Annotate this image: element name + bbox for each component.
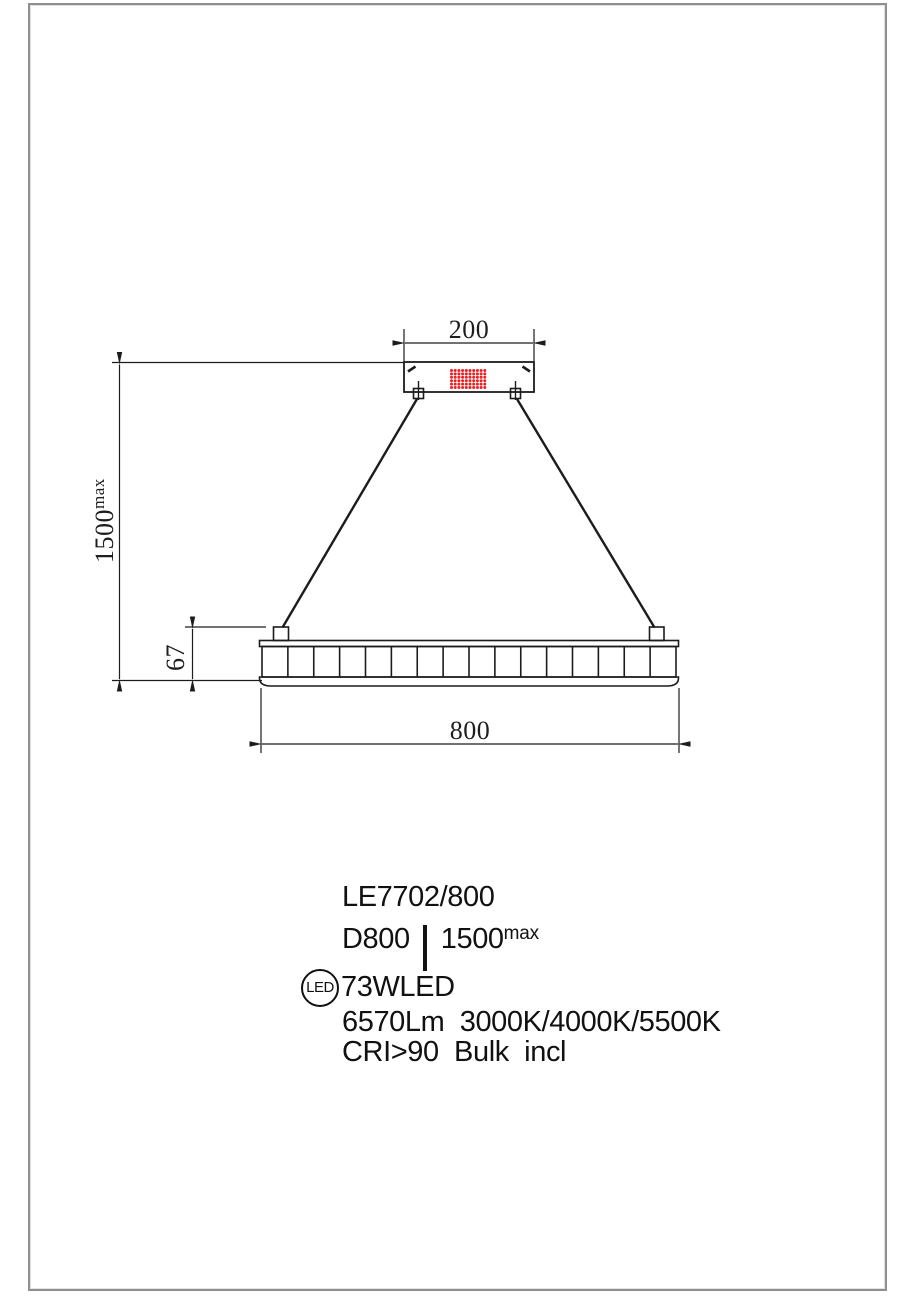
dim1500-sup: max [89,478,108,509]
size-summary [342,924,539,971]
drop-value [441,924,539,956]
dim200-label: 200 [448,315,490,344]
model-number: LE7702/800 [342,881,495,913]
dim67-label: 67 [161,644,190,671]
cri-bulb: CRI>90 Bulk incl [342,1036,567,1068]
wattage-value: 73WLED [341,971,455,1004]
led-badge-text: LED [306,978,334,996]
drop-sup: max [503,923,539,944]
drop-number: 1500 [440,923,504,955]
separator-bar [423,925,427,971]
wattage-row [301,969,455,1007]
diameter-value: D800 [342,923,410,955]
led-badge-icon [301,969,339,1007]
dim800-label: 800 [449,716,491,745]
dim1500-value: 1500 [90,509,119,563]
lumens-cct: 6570Lm 3000K/4000K/5500K [342,1006,721,1038]
